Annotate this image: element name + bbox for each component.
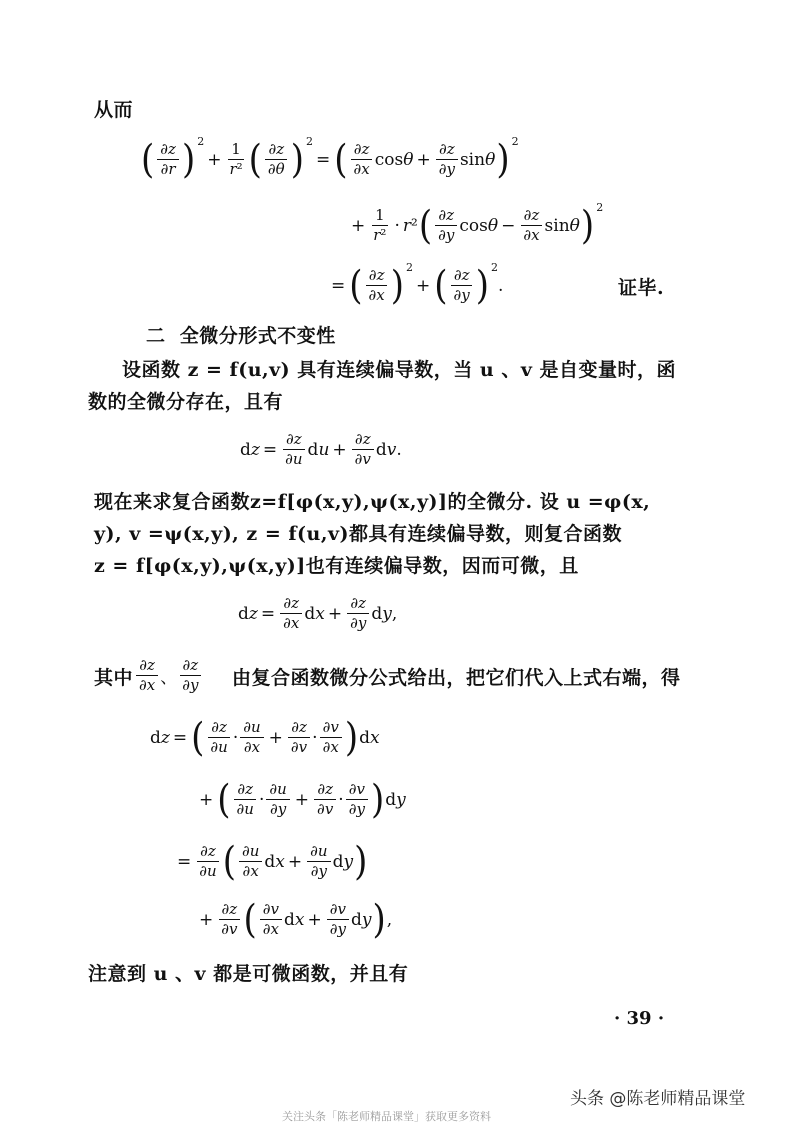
equation-chain-1: d z = ( $\frac{\partial z}{\partial u}$ · $\frac{\partial u}{\partial x}$ + $\frac{\partial z}{\partial v}$ · $\frac{\partial v}{\partial x}$ ) d x: [150, 714, 380, 761]
equation-polar-3: = ( $\frac{\partial z}{\partial x}$ ) 2 + ( $\frac{\partial z}{\partial y}$ ) 2 .: [331, 261, 504, 309]
paragraph-4: 注意到 u 、v 都是可微函数，并且有: [88, 963, 409, 985]
equation-total-differential-uv: d z = $\frac{\partial z}{\partial u}$ d u + $\frac{\partial z}{\partial v}$ d v .: [240, 430, 402, 468]
equation-polar-1: ( $\frac{\partial z}{\partial r}$ ) 2 + $\frac{1}{\text{r²}}$ ( $\frac{\partial z}{\partial\theta}$ ) 2 = ( $\frac{\partial z}{\partial x}$ cos θ + $\frac{\partial z}{\partial y}$ sin θ ) 2: [141, 135, 519, 183]
watermark: 头条 @陈老师精品课堂: [570, 1089, 746, 1109]
equation-total-differential-xy: d z = $\frac{\partial z}{\partial x}$ d x + $\frac{\partial z}{\partial y}$ d y ,: [238, 594, 398, 632]
paragraph-1-line-2: 数的全微分存在，且有: [88, 391, 284, 413]
paragraph-2-line-3: z = f[φ(x,y),ψ(x,y)]也有连续偏导数，因而可微，且: [94, 555, 579, 577]
equation-polar-2: + $\frac{1}{\text{r²}}$ · r ² ( $\frac{\partial z}{\partial y}$ cos θ − $\frac{\partial z}{\partial x}$ sin θ ) 2: [351, 201, 604, 249]
page-number: · 39 ·: [614, 1008, 665, 1029]
equation-chain-3: = $\frac{\partial z}{\partial u}$ ( $\frac{\partial u}{\partial x}$ d x + $\frac{\partial u}{\partial y}$ d y ): [177, 838, 368, 885]
text-qed: 证毕.: [618, 277, 665, 299]
inline-partials: $\frac{\partial z}{\partial x}$ 、 $\frac{\partial z}{\partial y}$: [134, 656, 203, 695]
paragraph-3-prefix: 其中: [94, 667, 134, 689]
paragraph-2-line-2: y), v =ψ(x,y), z = f(u,v)都具有连续偏导数，则复合函数: [94, 523, 622, 545]
paragraph-1-line-1: 设函数 z = f(u,v) 具有连续偏导数，当 u 、v 是自变量时，函: [122, 359, 676, 381]
paragraph-2-line-1: 现在来求复合函数z=f[φ(x,y),ψ(x,y)]的全微分. 设 u =φ(x,: [94, 491, 651, 513]
equation-chain-4: + $\frac{\partial z}{\partial v}$ ( $\frac{\partial v}{\partial x}$ d x + $\frac{\partial v}{\partial y}$ d y ) ,: [199, 896, 393, 943]
paragraph-3-suffix: 由复合函数微分公式给出，把它们代入上式右端，得: [232, 667, 681, 689]
text-congerne: 从而: [94, 99, 134, 121]
footer-note: 关注头条「陈老师精品课堂」获取更多资料: [282, 1110, 491, 1123]
equation-chain-2: + ( $\frac{\partial z}{\partial u}$ · $\frac{\partial u}{\partial y}$ + $\frac{\partial z}{\partial v}$ · $\frac{\partial v}{\partial y}$ ) d y: [199, 776, 406, 823]
section-heading: 二 全微分形式不变性: [146, 325, 336, 347]
